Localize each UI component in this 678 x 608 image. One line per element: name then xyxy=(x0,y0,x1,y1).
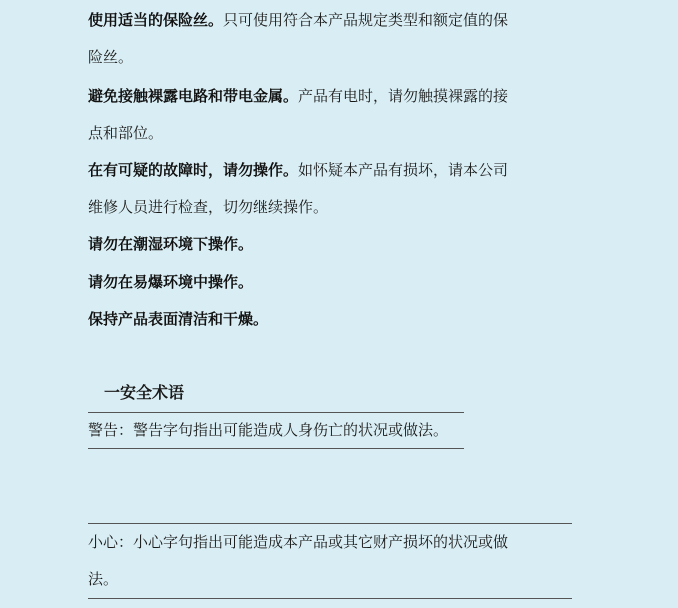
safety-item-text: 如怀疑本产品有损坏，请本公司 xyxy=(298,161,509,179)
safety-item-suspected-fault xyxy=(88,152,588,226)
safety-item-heading: 请勿在潮湿环境下操作。 xyxy=(88,235,254,253)
safety-item-exposed-circuits xyxy=(88,78,588,152)
safety-item-humid xyxy=(88,226,588,263)
warning-bottom-rule xyxy=(88,448,464,449)
section-title: 一安全术语 xyxy=(104,383,185,402)
safety-item-text: 只可使用符合本产品规定类型和额定值的保 xyxy=(223,11,509,29)
safety-item-heading: 保持产品表面清洁和干燥。 xyxy=(88,310,269,328)
safety-item-heading: 使用适当的保险丝。 xyxy=(88,11,224,29)
safety-item-text: 险丝。 xyxy=(88,48,134,66)
safety-item-heading: 请勿在易爆环境中操作。 xyxy=(88,273,254,291)
safety-item-text: 点和部位。 xyxy=(88,124,164,142)
caution-text-line-1: 小心：小心字句指出可能造成本产品或其它财产损坏的状况或做 xyxy=(88,533,509,551)
caution-bottom-rule xyxy=(88,598,572,599)
safety-item-clean-dry xyxy=(88,301,588,338)
safety-item-fuse xyxy=(88,2,588,76)
warning-text: 警告：警告字句指出可能造成人身伤亡的状况或做法。 xyxy=(88,421,449,439)
safety-item-heading: 在有可疑的故障时，请勿操作。 xyxy=(88,161,299,179)
safety-item-heading: 避免接触裸露电路和带电金属。 xyxy=(88,87,299,105)
caution-text-line-2: 法。 xyxy=(88,570,119,588)
safety-item-text: 产品有电时，请勿触摸裸露的接 xyxy=(298,87,509,105)
safety-item-text: 维修人员进行检查，切勿继续操作。 xyxy=(88,198,329,216)
safety-item-explosive xyxy=(88,264,588,301)
